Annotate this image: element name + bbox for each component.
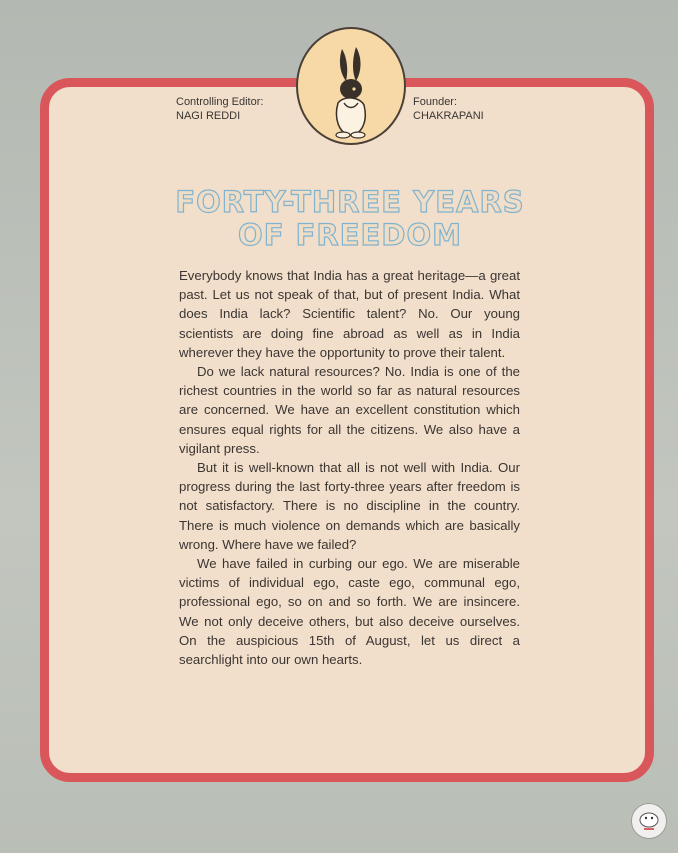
article-title <box>150 186 550 252</box>
founder-label: Founder: <box>413 96 458 108</box>
article-body <box>179 266 520 669</box>
paragraph-1: Everybody knows that India has a great heritage—a great past. Let us not speak of that, but of present India. What does India lack? Scientific talent? No. Our young scientists are doing fine abroad as well as in India wherever they have the opportunity to prove their talent. <box>179 268 520 360</box>
paragraph-3: But it is well-known that all is not well with India. Our progress during the last forty-three years after freedom is not satisfactory. There is no discipline in the country. There is much violence on demands which are basically wrong. Where have we failed? <box>179 460 520 552</box>
editor-label: Controlling Editor: <box>176 96 264 108</box>
paragraph-4: We have failed in curbing our ego. We are miserable victims of individual ego, caste ego, communal ego, professional ego, so on and so forth. We are insincere. We not only deceive others, but also deceive ourselves. On the auspicious 15th of August, let us direct a searchlight into our own hearts. <box>179 556 520 668</box>
title-line-1: FORTY-THREE YEARS <box>175 185 525 219</box>
editor-credit <box>176 95 263 123</box>
editor-name: NAGI REDDI <box>176 110 241 122</box>
paragraph-2: Do we lack natural resources? No. India is one of the richest countries in the world so far as natural resources are concerned. We have an excellent constitution which ensures equal rights for all the citizens. We also have a vigilant press. <box>179 364 520 456</box>
founder-name: CHAKRAPANI <box>413 110 484 122</box>
rabbit-icon <box>296 27 406 145</box>
title-line-2: OF FREEDOM <box>238 218 462 252</box>
founder-credit <box>413 95 484 123</box>
scanner-mascot-icon <box>631 803 667 839</box>
